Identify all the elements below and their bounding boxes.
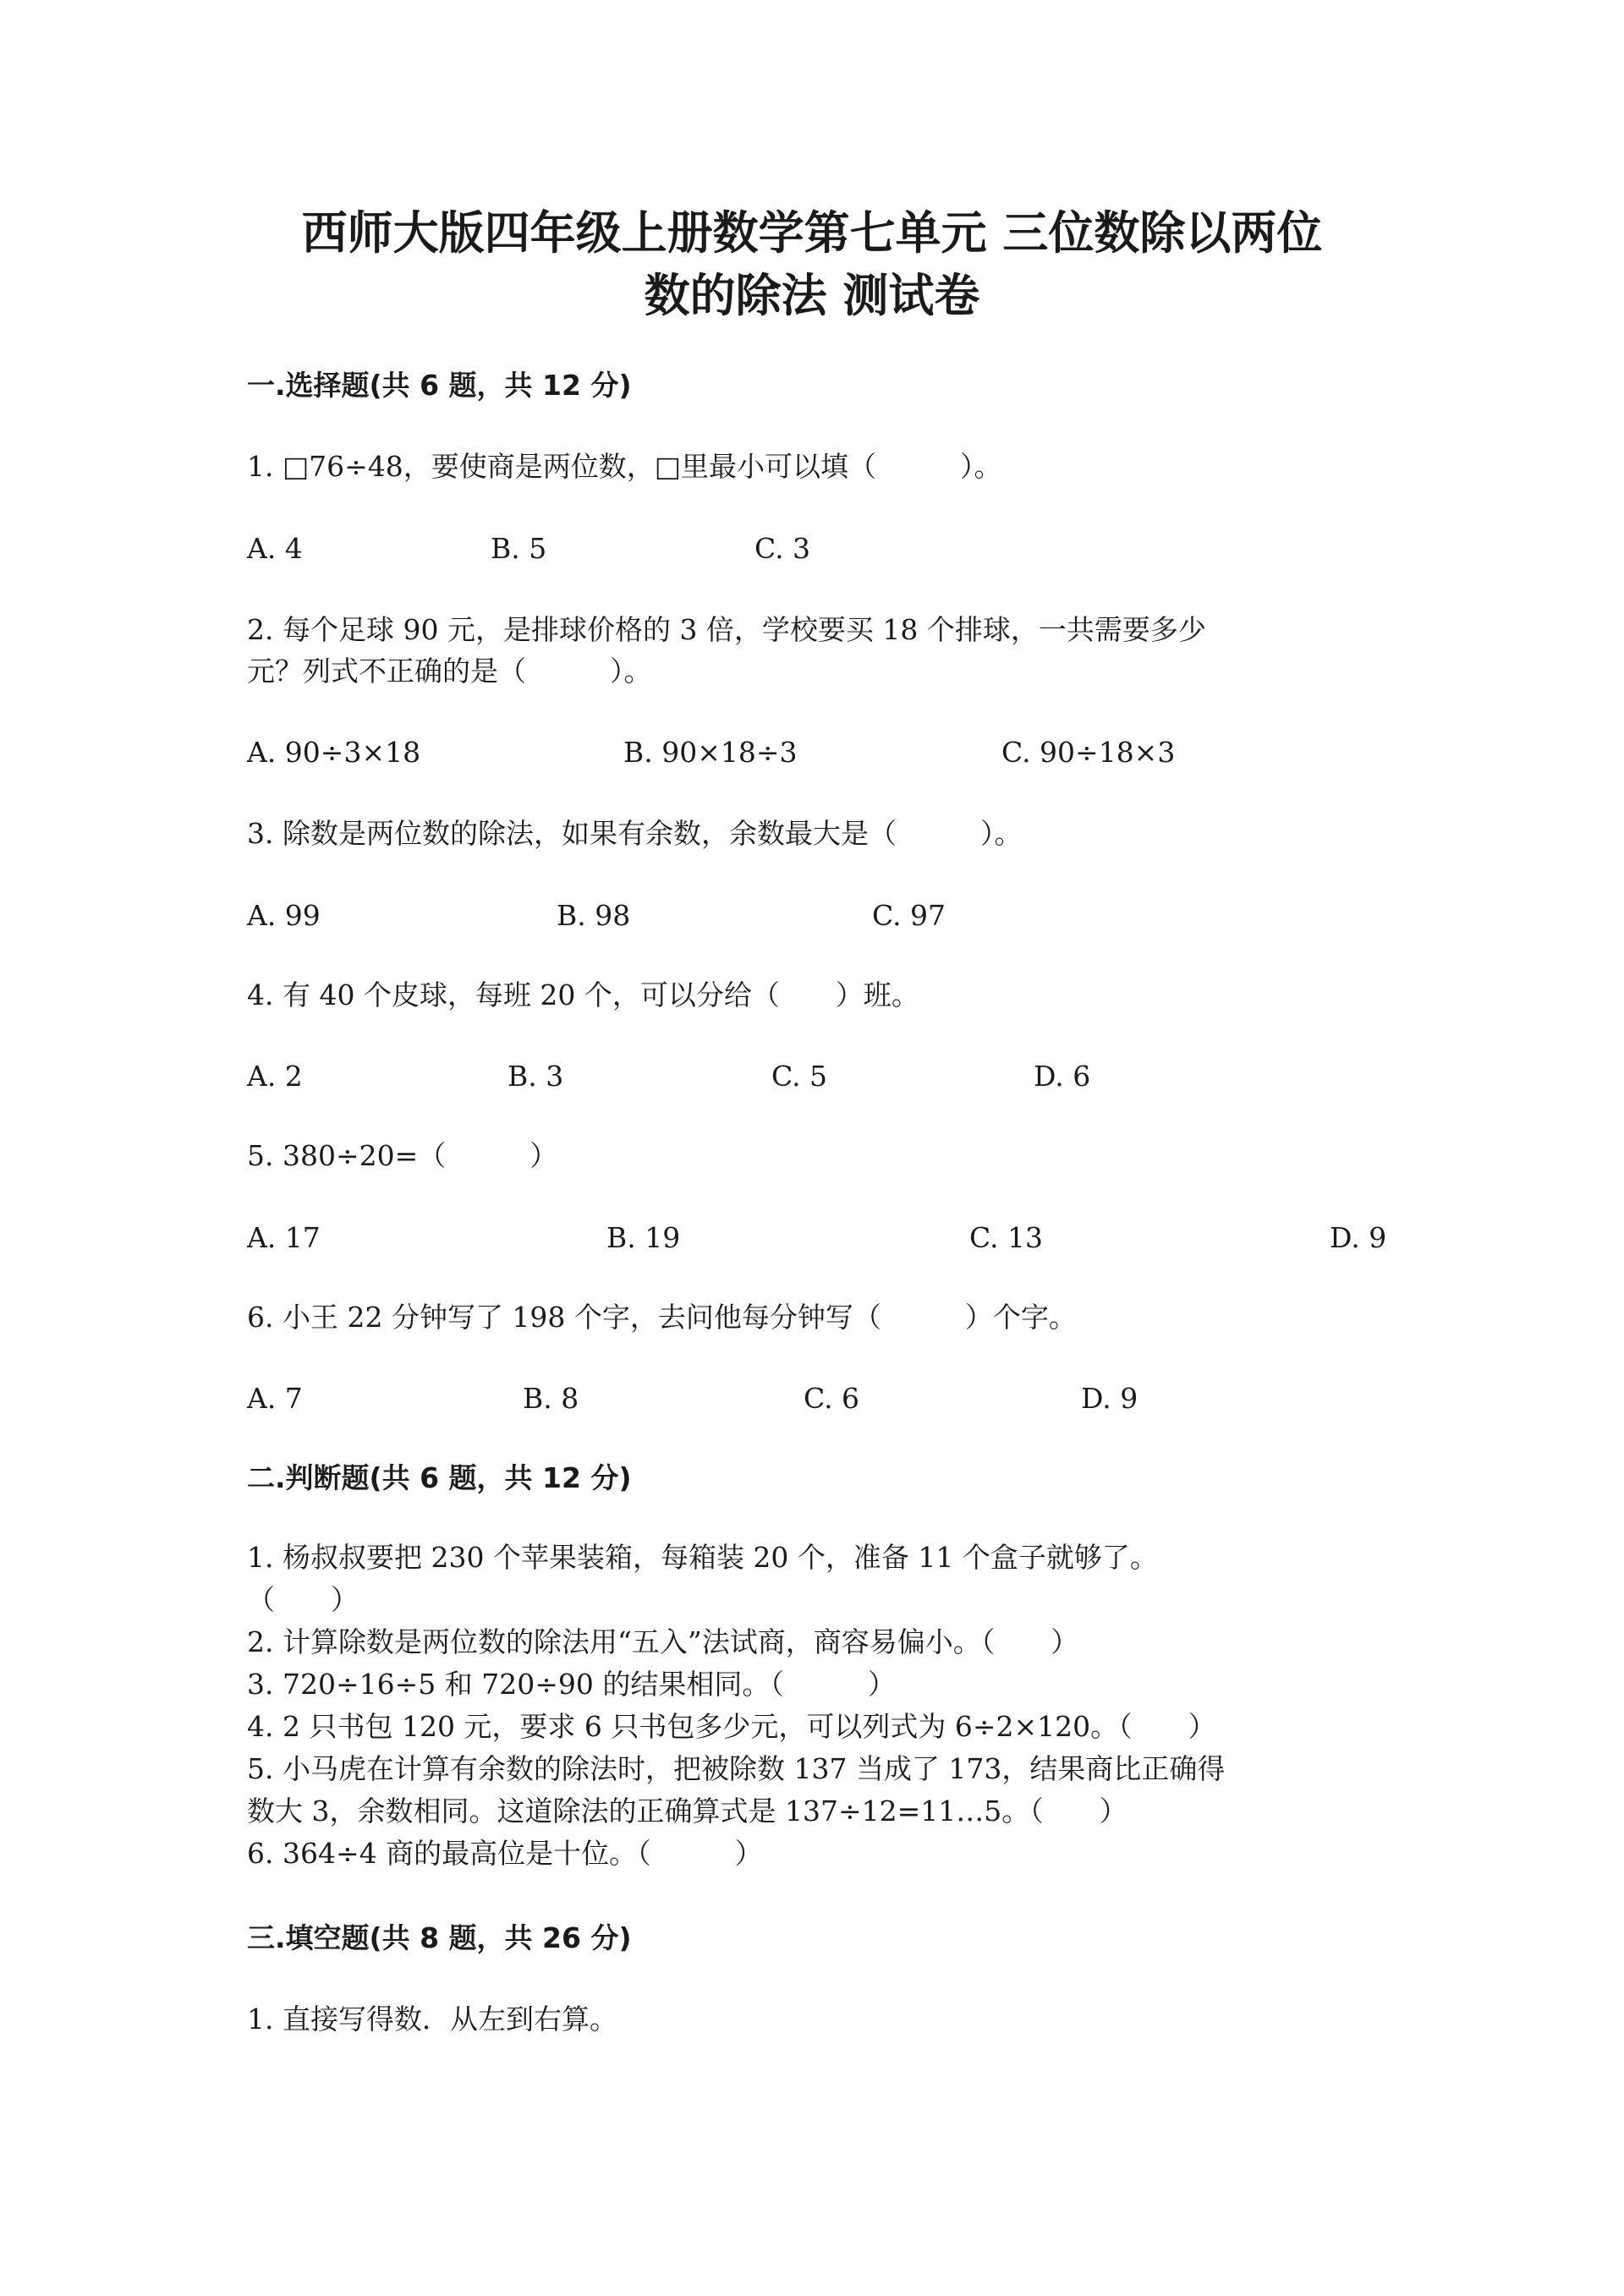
answer-bracket: （ ） [247, 1583, 359, 1616]
section-heading-fill-blank: 三.填空题(共 8 题，共 26 分) [247, 1921, 632, 1954]
option-a: A. 17 [247, 1221, 321, 1254]
page-title-line-1: 西师大版四年级上册数学第七单元 三位数除以两位 [301, 206, 1323, 260]
judgement-item: 5. 小马虎在计算有余数的除法时，把被除数 137 当成了 173，结果商比正确得 [247, 1752, 1226, 1785]
option-d: D. 6 [1034, 1060, 1091, 1093]
section-heading-judgement: 二.判断题(共 6 题，共 12 分) [247, 1461, 632, 1494]
question-text: 3. 除数是两位数的除法，如果有余数，余数最大是（ ）。 [247, 817, 1023, 850]
option-c: C. 3 [754, 532, 811, 565]
page-title-line-2: 数的除法 测试卷 [644, 269, 980, 322]
option-b: B. 5 [491, 532, 547, 565]
option-d: D. 9 [1330, 1221, 1387, 1254]
option-d: D. 9 [1081, 1382, 1138, 1415]
judgement-item: 4. 2 只书包 120 元，要求 6 只书包多少元，可以列式为 6÷2×120。（ ） [247, 1710, 1216, 1743]
option-b: B. 90×18÷3 [623, 736, 798, 769]
option-b: B. 98 [557, 899, 631, 932]
option-b: B. 3 [508, 1060, 564, 1093]
option-a: A. 99 [247, 899, 321, 932]
option-a: A. 90÷3×18 [247, 736, 421, 769]
option-a: A. 2 [247, 1060, 303, 1093]
judgement-item-continued: 数大 3，余数相同。这道除法的正确算式是 137÷12=11…5。（ ） [247, 1795, 1127, 1827]
option-c: C. 5 [771, 1060, 828, 1093]
option-a: A. 7 [247, 1382, 303, 1415]
option-b: B. 19 [606, 1221, 681, 1254]
question-text: 6. 小王 22 分钟写了 198 个字，去问他每分钟写（ ）个字。 [247, 1301, 1077, 1334]
option-c: C. 6 [804, 1382, 860, 1415]
question-text: 2. 每个足球 90 元，是排球价格的 3 倍，学校要买 18 个排球，一共需要多少 [247, 613, 1206, 646]
question-text: 4. 有 40 个皮球，每班 20 个，可以分给（ ）班。 [247, 978, 919, 1011]
judgement-item: 6. 364÷4 商的最高位是十位。（ ） [247, 1837, 763, 1870]
question-text: 1. 直接写得数．从左到右算。 [247, 2003, 617, 2036]
question-text-continued: 元？列式不正确的是（ ）。 [247, 655, 652, 688]
option-c: C. 90÷18×3 [1001, 736, 1176, 769]
question-text: 1. □76÷48，要使商是两位数，□里最小可以填（ ）。 [247, 450, 1002, 483]
option-b: B. 8 [523, 1382, 579, 1415]
section-heading-choice: 一.选择题(共 6 题，共 12 分) [247, 369, 632, 402]
option-a: A. 4 [247, 532, 303, 565]
judgement-item: 1. 杨叔叔要把 230 个苹果装箱，每箱装 20 个，准备 11 个盒子就够了。 [247, 1541, 1158, 1574]
judgement-item: 3. 720÷16÷5 和 720÷90 的结果相同。（ ） [247, 1668, 896, 1701]
option-c: C. 97 [872, 899, 946, 932]
option-c: C. 13 [969, 1221, 1044, 1254]
judgement-item: 2. 计算除数是两位数的除法用“五入”法试商，商容易偏小。（ ） [247, 1625, 1079, 1658]
question-text: 5. 380÷20=（ ） [247, 1139, 558, 1172]
